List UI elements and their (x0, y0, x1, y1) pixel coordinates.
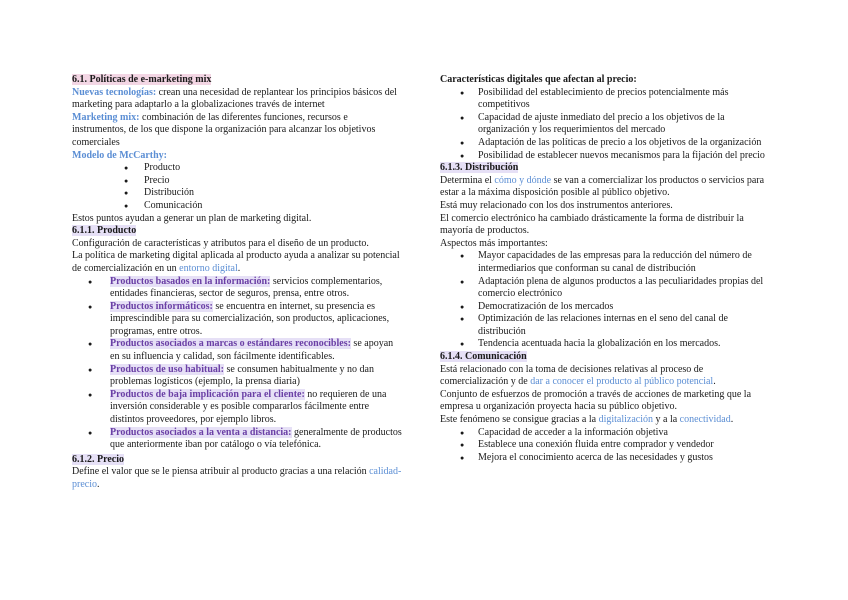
distribucion-list (440, 250, 772, 351)
list-item: ● Mejora el conocimiento acerca de las necesidades y gustos (440, 452, 772, 465)
comunicacion-p3: Este fenómeno se consigue gracias a la digitalización y a la conectividad. (440, 414, 734, 426)
list-item: ● Comunicación (72, 200, 404, 213)
distribucion-title: 6.1.3. Distribución (440, 162, 519, 174)
list-item: ● Productos de baja implicación para el cliente: no requieren de una inversión considerable y es posible compararlos fácilmente entre distintos proveedores, por ejemplo libros. (72, 389, 404, 427)
calidad-precio-link: calidad- precio (72, 466, 402, 490)
list-item: ● Mayor capacidades de las empresas para la reducción del número de intermediarios que conforman su canal de distribución (440, 250, 772, 275)
list-item: ● Posibilidad del establecimiento de precios potencialmente más competitivos (440, 87, 772, 112)
dar-a-conocer-link: dar a conocer el producto al público potencial (530, 376, 714, 388)
caracteristicas-list (440, 87, 772, 163)
list-item: ● Democratización de los mercados (440, 301, 772, 314)
distribucion-p3: El comercio electrónico ha cambiado drásticamente la forma de distribuir la mayoría de productos. (440, 212, 744, 237)
mccarthy-after: Estos puntos ayudan a generar un plan de marketing digital. (72, 212, 312, 224)
list-item: ● Productos asociados a la venta a distancia: generalmente de productos que anteriormente iban por catálogo o vía telefónica. (72, 427, 404, 452)
right-column (440, 74, 772, 464)
mccarthy-list (72, 162, 404, 212)
nuevas-tecnologias-paragraph: Nuevas tecnologías: crean una necesidad de replantear los principios básicos del marketing para adaptarlo a la globalizaciones través de internet (72, 86, 397, 111)
distribucion-p2: Está muy relacionado con los dos instrumentos anteriores. (440, 199, 673, 211)
distribucion-p1: Determina el cómo y dónde se van a comercializar los productos o servicios para estar a la máxima disposición posible al público objetivo. (440, 174, 765, 199)
caracteristicas-title: Características digitales que afectan al precio: (440, 74, 637, 85)
list-item: ● Producto (72, 162, 404, 175)
list-item: ● Distribución (72, 187, 404, 200)
list-item: ● Adaptación de las políticas de precio a los objetivos de la organización (440, 137, 772, 150)
mccarthy-label: Modelo de McCarthy: (72, 149, 167, 161)
distribucion-p4: Aspectos más importantes: (440, 237, 548, 249)
list-item: ● Productos basados en la información: servicios complementarios, entidades financieras, sector de seguros, prensa, entre otros. (72, 276, 404, 301)
left-column (72, 74, 404, 492)
digitalizacion-link: digitalización (598, 414, 653, 426)
comunicacion-title: 6.1.4. Comunicación (440, 351, 527, 363)
list-item: ● Productos de uso habitual: se consumen habitualmente y no dan problemas logísticos (ejemplo, la prensa diaria) (72, 364, 404, 389)
list-item: ● Capacidad de ajuste inmediato del precio a los objetivos de la organización y los requerimientos del mercado (440, 112, 772, 137)
producto-title: 6.1.1. Producto (72, 225, 137, 237)
list-item: ● Precio (72, 175, 404, 188)
conectividad-link: conectividad (679, 414, 731, 426)
entorno-digital-link: entorno digital (179, 262, 238, 274)
list-item: ● Establece una conexión fluida entre comprador y vendedor (440, 439, 772, 452)
list-item: ● Adaptación plena de algunos productos a las peculiaridades propias del comercio electrónico (440, 276, 772, 301)
list-item: ● Optimización de las relaciones internas en el seno del canal de distribución (440, 313, 772, 338)
list-item: ● Tendencia acentuada hacia la globalización en los mercados. (440, 338, 772, 351)
precio-paragraph: Define el valor que se le piensa atribuir al producto gracias a una relación calidad- precio. (72, 466, 402, 490)
comunicacion-p2: Conjunto de esfuerzos de promoción a través de acciones de marketing que la empresa u organización proyecta hacia su público objetivo. (440, 388, 752, 413)
list-item: ● Productos asociados a marcas o estándares reconocibles: se apoyan en su influencia y calidad, son fácilmente identificables. (72, 338, 404, 363)
como-donde-link: cómo y dónde (494, 174, 552, 186)
producto-list (72, 276, 404, 452)
list-item: ● Productos informáticos: se encuentra en internet, su presencia es imprescindible para su comercialización, son productos, aplicaciones, programas, entre otros. (72, 301, 404, 339)
comunicacion-p1: Está relacionado con la toma de decisiones relativas al proceso de comercialización y de dar a conocer el producto al público potencial. (440, 363, 716, 388)
list-item: ● Posibilidad de establecer nuevos mecanismos para la fijación del precio (440, 150, 772, 163)
marketing-mix-paragraph: Marketing mix: combinación de las diferentes funciones, recursos e instrumentos, de los que dispone la organización para alcanzar los objetivos comerciales (72, 111, 376, 148)
section-title: 6.1. Políticas de e-marketing mix (72, 74, 212, 85)
list-item: ● Capacidad de acceder a la información objetiva (440, 427, 772, 440)
precio-title: 6.1.2. Precio (72, 453, 125, 465)
producto-p1: Configuración de características y atributos para el diseño de un producto. (72, 237, 369, 249)
producto-p2: La política de marketing digital aplicada al producto ayuda a analizar su potencial de comercialización en un entorno digital. (72, 250, 400, 274)
comunicacion-list (440, 427, 772, 465)
